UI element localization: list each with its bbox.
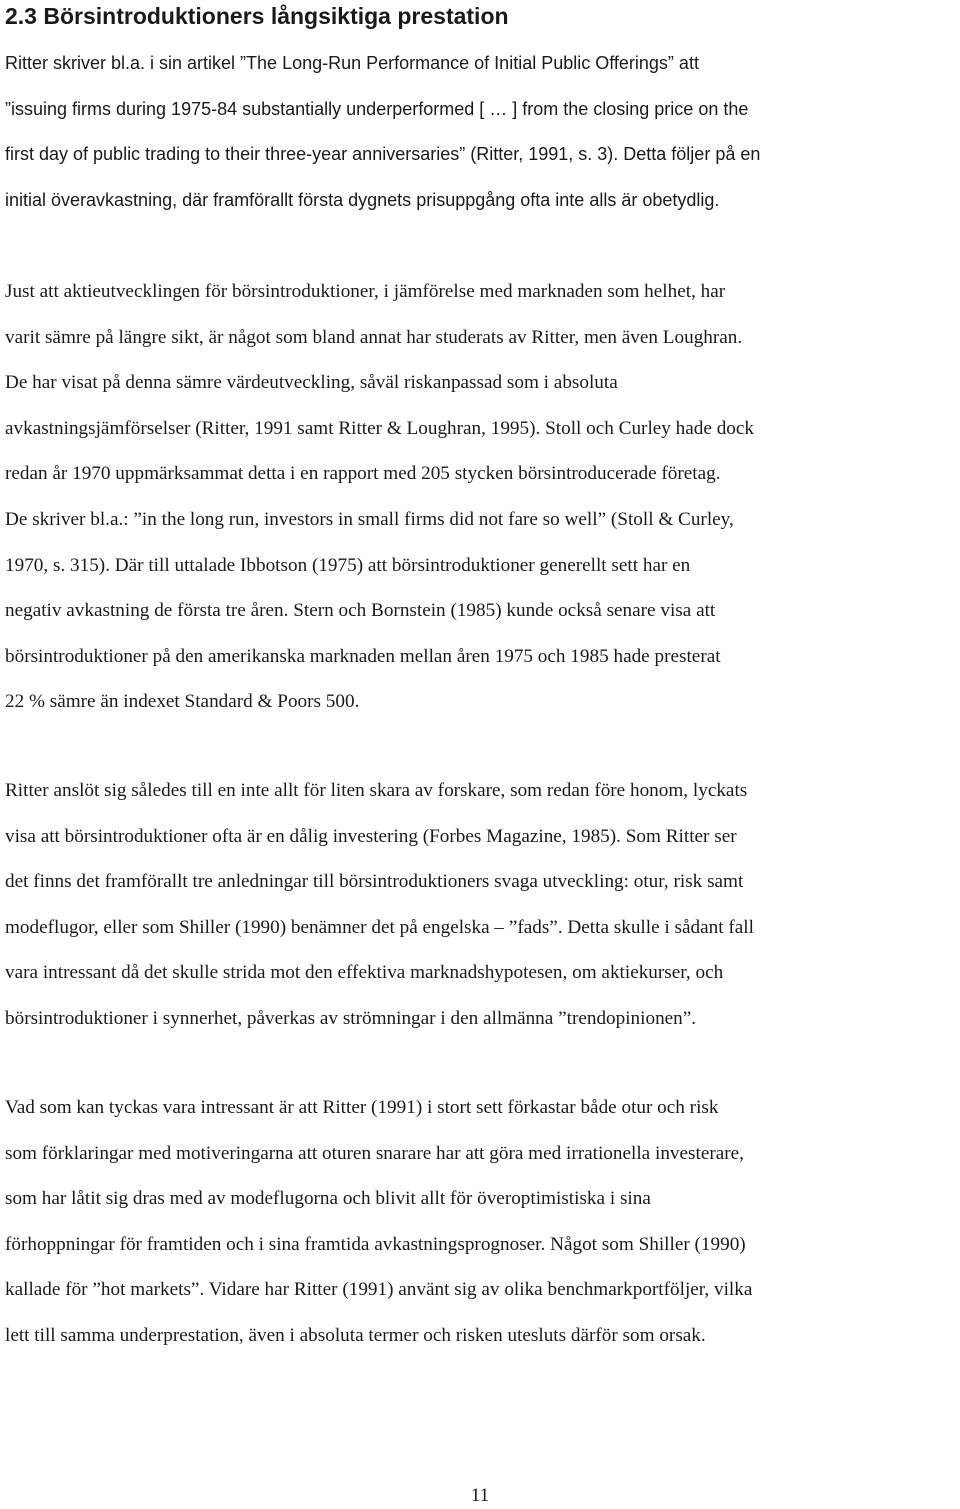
paragraph-line: ”issuing firms during 1975-84 substantially underperformed [ … ] from the closing price on the bbox=[5, 98, 749, 119]
paragraph-line: som förklaringar med motiveringarna att oturen snarare har att göra med irrationella investerare, bbox=[5, 1142, 744, 1164]
paragraph-line: det finns det framförallt tre anledningar till börsintroduktioners svaga utveckling: otur, risk samt bbox=[5, 871, 744, 893]
paragraph-line: initial överavkastning, där framförallt första dygnets prisuppgång ofta inte alls är obetydlig. bbox=[5, 189, 720, 210]
paragraph-line: som har låtit sig dras med av modeflugorna och blivit allt för överoptimistiska i sina bbox=[5, 1188, 651, 1210]
page-number: 11 bbox=[470, 1485, 490, 1506]
paragraph-three-reasons bbox=[5, 768, 955, 1042]
paragraph-line: 1970, s. 315). Där till uttalade Ibbotson (1975) att börsintroduktioner generellt sett har en bbox=[5, 554, 691, 576]
paragraph-line: negativ avkastning de första tre åren. Stern och Bornstein (1985) kunde också senare visa att bbox=[5, 600, 716, 622]
paragraph-line: Ritter skriver bl.a. i sin artikel ”The Long-Run Performance of Initial Public Offerings” att bbox=[5, 53, 699, 73]
paragraph-line: first day of public trading to their three-year anniversaries” (Ritter, 1991, s. 3). Detta följer på en bbox=[5, 144, 761, 165]
paragraph-line: vara intressant då det skulle strida mot den effektiva marknadshypotesen, om aktiekurser, och bbox=[5, 962, 724, 984]
paragraph-line: De skriver bl.a.: ”in the long run, investors in small firms did not fare so well” (Stoll & Curley, bbox=[5, 508, 734, 530]
paragraph-line: Just att aktieutvecklingen för börsintroduktioner, i jämförelse med marknaden som helhet, har bbox=[5, 281, 726, 302]
paragraph-line: börsintroduktioner i synnerhet, påverkas av strömningar i den allmänna ”trendopinionen”. bbox=[5, 1007, 697, 1029]
paragraph-ritter-rejects bbox=[5, 1085, 955, 1359]
paragraph-line: Ritter anslöt sig således till en inte allt för liten skara av forskare, som redan före honom, lyckats bbox=[5, 780, 748, 801]
paragraph-line: modeflugor, eller som Shiller (1990) benämner det på engelska – ”fads”. Detta skulle i sådant fall bbox=[5, 916, 754, 938]
paragraph-line: De har visat på denna sämre värdeutveckling, såväl riskanpassad som i absoluta bbox=[5, 372, 618, 394]
paragraph-line: Vad som kan tyckas vara intressant är att Ritter (1991) i stort sett förkastar både otur och risk bbox=[5, 1097, 719, 1118]
paragraph-line: varit sämre på längre sikt, är något som bland annat har studerats av Ritter, men även Loughran. bbox=[5, 326, 743, 348]
section-heading: 2.3 Börsintroduktioners långsiktiga prestation bbox=[5, 3, 509, 29]
paragraph-long-term-studies bbox=[5, 269, 955, 725]
paragraph-line: redan år 1970 uppmärksammat detta i en rapport med 205 stycken börsintroducerade företag. bbox=[5, 463, 721, 485]
paragraph-line: lett till samma underprestation, även i absoluta termer och risken utesluts därför som orsak. bbox=[5, 1324, 706, 1346]
paragraph-ritter-quote bbox=[5, 41, 955, 223]
paragraph-line: börsintroduktioner på den amerikanska marknaden mellan åren 1975 och 1985 hade presterat bbox=[5, 645, 721, 667]
paragraph-line: avkastningsjämförselser (Ritter, 1991 samt Ritter & Loughran, 1995). Stoll och Curley hade dock bbox=[5, 417, 754, 439]
paragraph-line: 22 % sämre än indexet Standard & Poors 500. bbox=[5, 691, 360, 713]
paragraph-line: visa att börsintroduktioner ofta är en dålig investering (Forbes Magazine, 1985). Som Ritter ser bbox=[5, 825, 737, 847]
paragraph-line: förhoppningar för framtiden och i sina framtida avkastningsprognoser. Något som Shiller (1990) bbox=[5, 1233, 746, 1255]
paragraph-line: kallade för ”hot markets”. Vidare har Ritter (1991) använt sig av olika benchmarkportföljer, vilka bbox=[5, 1279, 753, 1301]
